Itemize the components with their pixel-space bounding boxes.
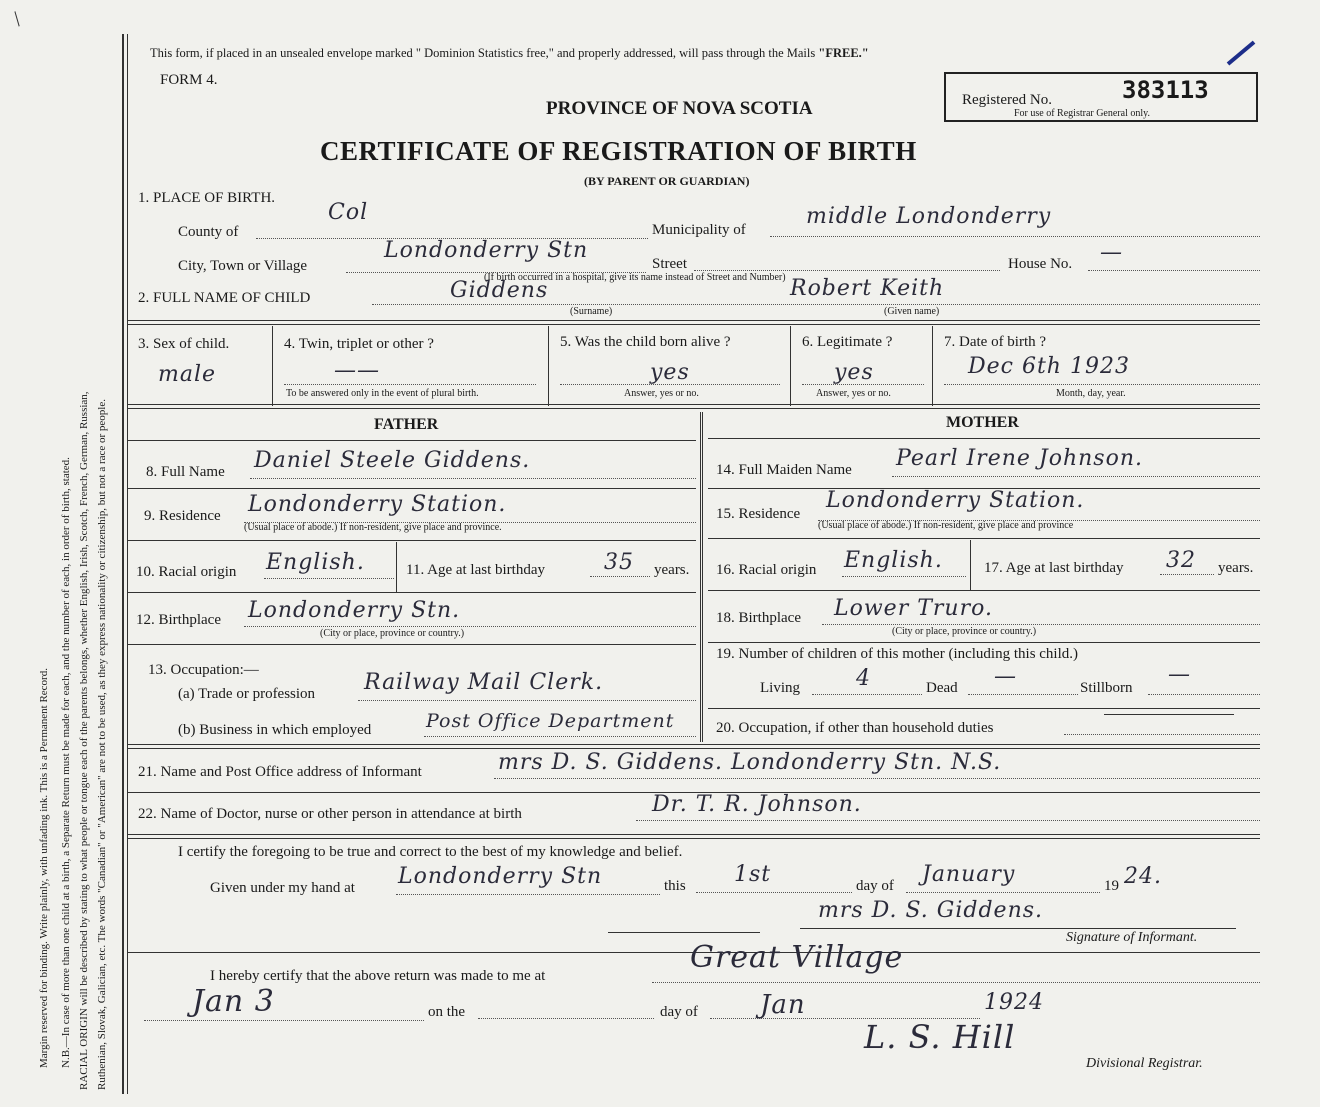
section-rule-1 [128, 320, 1260, 325]
stillborn-value: — [1168, 662, 1191, 687]
col-divider-2 [548, 326, 549, 406]
registrar-date-line [144, 1020, 424, 1021]
given-under-label: Given under my hand at [210, 880, 355, 896]
mother-race-value: English. [844, 548, 943, 573]
county-label: County of [178, 224, 239, 240]
dead-label: Dead [926, 680, 958, 696]
mother-rule-5 [708, 642, 1260, 643]
father-trade-label: (a) Trade or profession [178, 686, 316, 702]
child-given-name: Robert Keith [790, 276, 945, 301]
mother-age-line [1160, 574, 1214, 575]
father-trade-line [358, 700, 696, 701]
twin-label: 4. Twin, triplet or other ? [284, 336, 434, 352]
day-line [696, 892, 852, 893]
section-rule-5 [128, 834, 1260, 839]
certify-text: I certify the foregoing to be true and correct to the best of my knowledge and belief. [178, 844, 683, 860]
registrar-year-value: 1924 [984, 990, 1044, 1015]
father-name-value: Daniel Steele Giddens. [254, 448, 531, 473]
dead-line [968, 694, 1078, 695]
dead-value: — [994, 664, 1017, 689]
father-residence-value: Londonderry Station. [248, 492, 507, 517]
date-of-birth-value: Dec 6th 1923 [968, 354, 1130, 379]
mother-rule-4 [708, 590, 1260, 591]
mother-age-value: 32 [1166, 548, 1196, 573]
signature-short-line [608, 932, 760, 933]
father-age-label: 11. Age at last birthday [406, 562, 545, 578]
child-name-label: 2. FULL NAME OF CHILD [138, 290, 311, 306]
mother-race-label: 16. Racial origin [716, 562, 817, 578]
living-label: Living [760, 680, 800, 696]
child-surname: Giddens [450, 278, 549, 303]
registered-label: Registered No. [962, 92, 1052, 108]
mother-birthplace-label: 18. Birthplace [716, 610, 801, 626]
stillborn-line [1148, 694, 1260, 695]
mother-occupation-line [1064, 734, 1260, 735]
doctor-line [636, 820, 1260, 821]
mother-birthplace-value: Lower Truro. [834, 596, 993, 621]
house-number-value: — [1100, 240, 1123, 265]
father-rule-2 [128, 488, 696, 489]
mother-rule-3 [708, 538, 1260, 539]
registrar-month-value: Jan [760, 990, 806, 1020]
certificate-title: CERTIFICATE OF REGISTRATION OF BIRTH [320, 136, 917, 166]
father-birthplace-note: (City or place, province or country.) [320, 628, 465, 639]
father-race-line [264, 578, 394, 579]
stillborn-label: Stillborn [1080, 680, 1133, 696]
father-birthplace-label: 12. Birthplace [136, 612, 221, 628]
on-the-label: on the [428, 1004, 466, 1020]
legitimate-note: Answer, yes or no. [816, 388, 891, 399]
this-label: this [664, 878, 686, 894]
mother-occupation-dash [1104, 714, 1234, 715]
mother-name-label: 14. Full Maiden Name [716, 462, 852, 478]
province-heading: PROVINCE OF NOVA SCOTIA [546, 98, 813, 119]
month-line [906, 892, 1100, 893]
street-note: (If birth occurred in a hospital, give its name instead of Street and Number) [484, 272, 786, 283]
father-age-unit: years. [654, 562, 690, 578]
parents-divider [700, 412, 703, 742]
surname-note: (Surname) [570, 306, 613, 317]
pen-mark: / [7, 6, 27, 31]
binding-margin [0, 0, 126, 1107]
given-place-line [396, 894, 660, 895]
registered-number-box [944, 72, 1258, 122]
col-divider-3 [790, 326, 791, 406]
margin-rule-inner [127, 34, 128, 1094]
informant-label: 21. Name and Post Office address of Informant [138, 764, 422, 780]
father-rule-5 [128, 644, 696, 645]
informant-value: mrs D. S. Giddens. Londonderry Stn. N.S. [498, 750, 1002, 775]
sex-value: male [158, 362, 217, 387]
section-rule-3 [128, 744, 1260, 749]
living-line [812, 694, 922, 695]
father-name-label: 8. Full Name [146, 464, 225, 480]
father-heading: FATHER [374, 416, 439, 433]
born-alive-note: Answer, yes or no. [624, 388, 699, 399]
mail-notice: This form, if placed in an unsealed envelope marked " Dominion Statistics free," and properly addressed, will pass through the Mails "FREE." [150, 46, 869, 60]
legitimate-label: 6. Legitimate ? [802, 334, 893, 350]
informant-signature: mrs D. S. Giddens. [818, 898, 1044, 923]
mother-residence-value: Londonderry Station. [826, 488, 1085, 513]
father-race-label: 10. Racial origin [136, 564, 237, 580]
father-birthplace-value: Londonderry Stn. [248, 598, 461, 623]
informant-line [494, 778, 1260, 779]
county-value: Col [328, 200, 369, 225]
date-of-birth-note: Month, day, year. [1056, 388, 1126, 399]
father-birthplace-line [244, 626, 696, 627]
mother-birthplace-line [822, 624, 1260, 625]
father-business-label: (b) Business in which employed [178, 722, 372, 738]
father-trade-value: Railway Mail Clerk. [364, 670, 604, 695]
month-value: January [922, 862, 1016, 887]
father-rule-4 [128, 592, 696, 593]
twin-note: To be answered only in the event of plural birth. [286, 388, 479, 399]
day-value: 1st [734, 862, 772, 887]
house-number-label: House No. [1008, 256, 1073, 272]
municipality-label: Municipality of [652, 222, 746, 238]
mother-race-divider [970, 540, 971, 590]
mother-age-unit: years. [1218, 560, 1254, 576]
father-residence-label: 9. Residence [144, 508, 221, 524]
registrar-certify-text: I hereby certify that the above return was made to me at [210, 968, 546, 984]
col-divider-1 [272, 326, 273, 406]
registrar-place-line [652, 982, 1260, 983]
certificate-subtitle: (BY PARENT OR GUARDIAN) [584, 174, 750, 188]
father-occupation-label: 13. Occupation:— [148, 662, 259, 678]
father-business-value: Post Office Department [426, 710, 675, 732]
margin-note-multiple-births: N.B.—In case of more than one child at a birth, a Separate Return must be made for each, and the number of each, in order of birth, stated. [60, 457, 72, 1068]
signature-of-informant-label: Signature of Informant. [1066, 930, 1198, 945]
place-of-birth-label: 1. PLACE OF BIRTH. [138, 190, 276, 206]
registrar-signature: L. S. Hill [864, 1018, 1016, 1056]
father-name-line [250, 478, 696, 479]
mother-residence-label: 15. Residence [716, 506, 801, 522]
father-rule-1 [128, 440, 696, 441]
date-of-birth-label: 7. Date of birth ? [944, 334, 1047, 350]
municipality-value: middle Londonderry [806, 204, 1052, 229]
child-name-line [372, 304, 1260, 305]
born-alive-value: yes [650, 360, 690, 385]
father-age-value: 35 [604, 550, 634, 575]
registrar-place-value: Great Village [690, 940, 904, 975]
mother-rule-1 [708, 438, 1260, 439]
mother-race-line [842, 576, 966, 577]
date-of-birth-line [944, 384, 1260, 385]
form-number: FORM 4. [160, 72, 218, 88]
father-race-divider [396, 542, 397, 592]
registered-value: 383113 [1122, 76, 1209, 104]
divisional-registrar-label: Divisional Registrar. [1086, 1056, 1203, 1071]
sex-label: 3. Sex of child. [138, 336, 230, 352]
doctor-value: Dr. T. R. Johnson. [652, 792, 862, 817]
street-line [694, 270, 1000, 271]
mother-heading: MOTHER [946, 414, 1019, 431]
registrar-day-of-label: day of [660, 1004, 698, 1020]
municipality-line [770, 236, 1260, 237]
born-alive-label: 5. Was the child born alive ? [560, 334, 731, 350]
on-the-line [478, 1018, 654, 1019]
mother-age-label: 17. Age at last birthday [984, 560, 1124, 576]
year-value: 24. [1124, 864, 1162, 889]
father-race-value: English. [266, 550, 365, 575]
mother-occupation-label: 20. Occupation, if other than household duties [716, 720, 994, 736]
twin-value: —— [334, 358, 380, 383]
legitimate-value: yes [834, 360, 874, 385]
living-value: 4 [856, 666, 871, 691]
street-label: Street [652, 256, 687, 272]
mother-birthplace-note: (City or place, province or country.) [892, 626, 1037, 637]
check-mark [1227, 41, 1256, 66]
registrar-date-value: Jan 3 [192, 984, 275, 1019]
margin-note-binding: Margin reserved for binding. Write plainly, with unfading ink. This is a Permanent Record. [38, 668, 50, 1068]
day-of-label: day of [856, 878, 894, 894]
father-residence-note: (Usual place of abode.) If non-resident, give place and province. [244, 522, 502, 533]
father-business-line [424, 736, 696, 737]
registrar-note: For use of Registrar General only. [1014, 108, 1150, 119]
year-prefix: 19 [1104, 878, 1119, 894]
city-label: City, Town or Village [178, 258, 308, 274]
mother-name-line [892, 476, 1260, 477]
mother-name-value: Pearl Irene Johnson. [896, 446, 1144, 471]
house-number-line [1088, 270, 1260, 271]
margin-note-racial-origin: RACIAL ORIGIN will be described by stating to what people or tongue each of the parents belongs, whether English, Irish, Scotch, French, German, Russian, [78, 391, 90, 1090]
informant-signature-line [800, 928, 1236, 929]
doctor-label: 22. Name of Doctor, nurse or other person in attendance at birth [138, 806, 522, 822]
margin-rule [122, 34, 124, 1094]
margin-note-racial-origin-cont: Ruthenian, Slovak, Galician, etc. The words "Canadian" or "American" are not to be used, as they express nationality or citizenship, but not a race or people. [96, 399, 108, 1090]
given-place-value: Londonderry Stn [398, 864, 603, 889]
col-divider-4 [932, 326, 933, 406]
section-rule-2 [128, 404, 1260, 409]
father-age-line [590, 576, 650, 577]
given-name-note: (Given name) [884, 306, 940, 317]
twin-line [284, 384, 536, 385]
mother-rule-6 [708, 708, 1260, 709]
father-rule-3 [128, 540, 696, 541]
mother-residence-note: (Usual place of abode.) If non-resident, give place and province [818, 520, 1074, 531]
children-count-label: 19. Number of children of this mother (including this child.) [716, 646, 1079, 662]
city-value: Londonderry Stn [384, 238, 589, 263]
